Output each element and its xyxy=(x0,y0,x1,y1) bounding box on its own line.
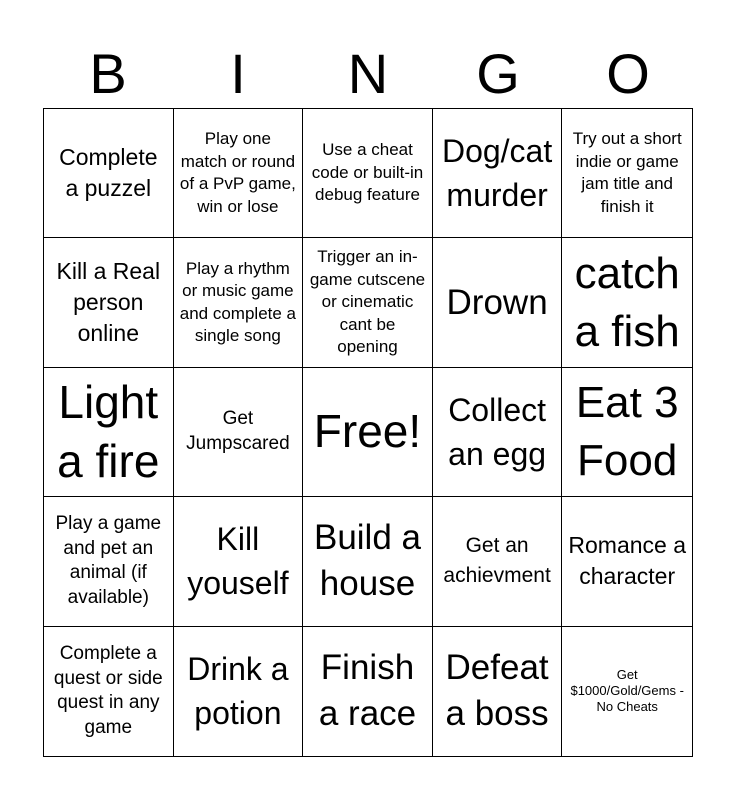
bingo-cell[interactable] xyxy=(174,109,304,238)
header-letter-b: B xyxy=(89,42,127,105)
bingo-cell[interactable] xyxy=(44,109,174,238)
cell-text: catch a fish xyxy=(574,248,680,356)
cell-text: Eat 3 Food xyxy=(575,377,679,485)
cell-text: Trigger an in-game cutscene or cinematic cant be opening xyxy=(309,247,426,357)
bingo-cell[interactable] xyxy=(303,109,433,238)
cell-text: Drown xyxy=(446,282,548,322)
cell-text: Complete a quest or side quest in any game xyxy=(53,643,163,738)
header-letter-g: G xyxy=(476,42,520,105)
cell-text: Collect an egg xyxy=(448,391,547,472)
cell-text: Get an achievment xyxy=(443,534,551,588)
cell-text: Kill a Real person online xyxy=(56,258,161,347)
bingo-cell[interactable] xyxy=(433,368,563,497)
bingo-cell[interactable] xyxy=(44,627,174,756)
header-letter-o: O xyxy=(606,42,650,105)
bingo-cell[interactable] xyxy=(174,497,304,626)
cell-text: Free! xyxy=(313,405,422,458)
cell-text: Try out a short indie or game jam title and finish it xyxy=(572,129,682,216)
bingo-cell[interactable] xyxy=(433,497,563,626)
bingo-cell[interactable] xyxy=(562,497,692,626)
bingo-cell[interactable] xyxy=(303,627,433,756)
bingo-cell[interactable] xyxy=(44,368,174,497)
cell-text: Get $1000/Gold/Gems - No Cheats xyxy=(570,667,684,715)
cell-text: Build a house xyxy=(313,518,421,604)
header-letter-i: I xyxy=(230,42,246,105)
bingo-cell[interactable] xyxy=(562,109,692,238)
bingo-cell[interactable] xyxy=(433,109,563,238)
bingo-cell[interactable] xyxy=(174,627,304,756)
bingo-cell[interactable] xyxy=(303,238,433,367)
cell-text: Use a cheat code or built-in debug feature xyxy=(311,140,424,205)
cell-text: Complete a puzzel xyxy=(59,144,158,202)
header-letter-n: N xyxy=(347,42,389,105)
cell-text: Drink a potion xyxy=(187,651,289,732)
cell-text: Romance a character xyxy=(568,532,687,590)
cell-text: Play a game and pet an animal (if available) xyxy=(55,513,162,608)
cell-text: Defeat a boss xyxy=(445,648,549,734)
bingo-cell[interactable] xyxy=(44,238,174,367)
bingo-cell[interactable] xyxy=(562,627,692,756)
bingo-board xyxy=(43,108,693,757)
cell-text: Kill youself xyxy=(187,521,289,602)
bingo-cell[interactable] xyxy=(433,238,563,367)
cell-text: Finish a race xyxy=(318,648,417,734)
cell-text: Get Jumpscared xyxy=(186,408,290,454)
bingo-header xyxy=(43,40,693,108)
bingo-cell[interactable] xyxy=(174,368,304,497)
free-space[interactable] xyxy=(303,368,433,497)
cell-text: Play one match or round of a PvP game, win or lose xyxy=(179,129,296,216)
cell-text: Play a rhythm or music game and complete a single song xyxy=(179,258,297,346)
bingo-cell[interactable] xyxy=(562,368,692,497)
cell-text: Dog/cat murder xyxy=(441,133,553,214)
bingo-cell[interactable] xyxy=(174,238,304,367)
bingo-cell[interactable] xyxy=(303,497,433,626)
bingo-cell[interactable] xyxy=(433,627,563,756)
cell-text: Light a fire xyxy=(57,375,160,487)
bingo-cell[interactable] xyxy=(562,238,692,367)
bingo-cell[interactable] xyxy=(44,497,174,626)
